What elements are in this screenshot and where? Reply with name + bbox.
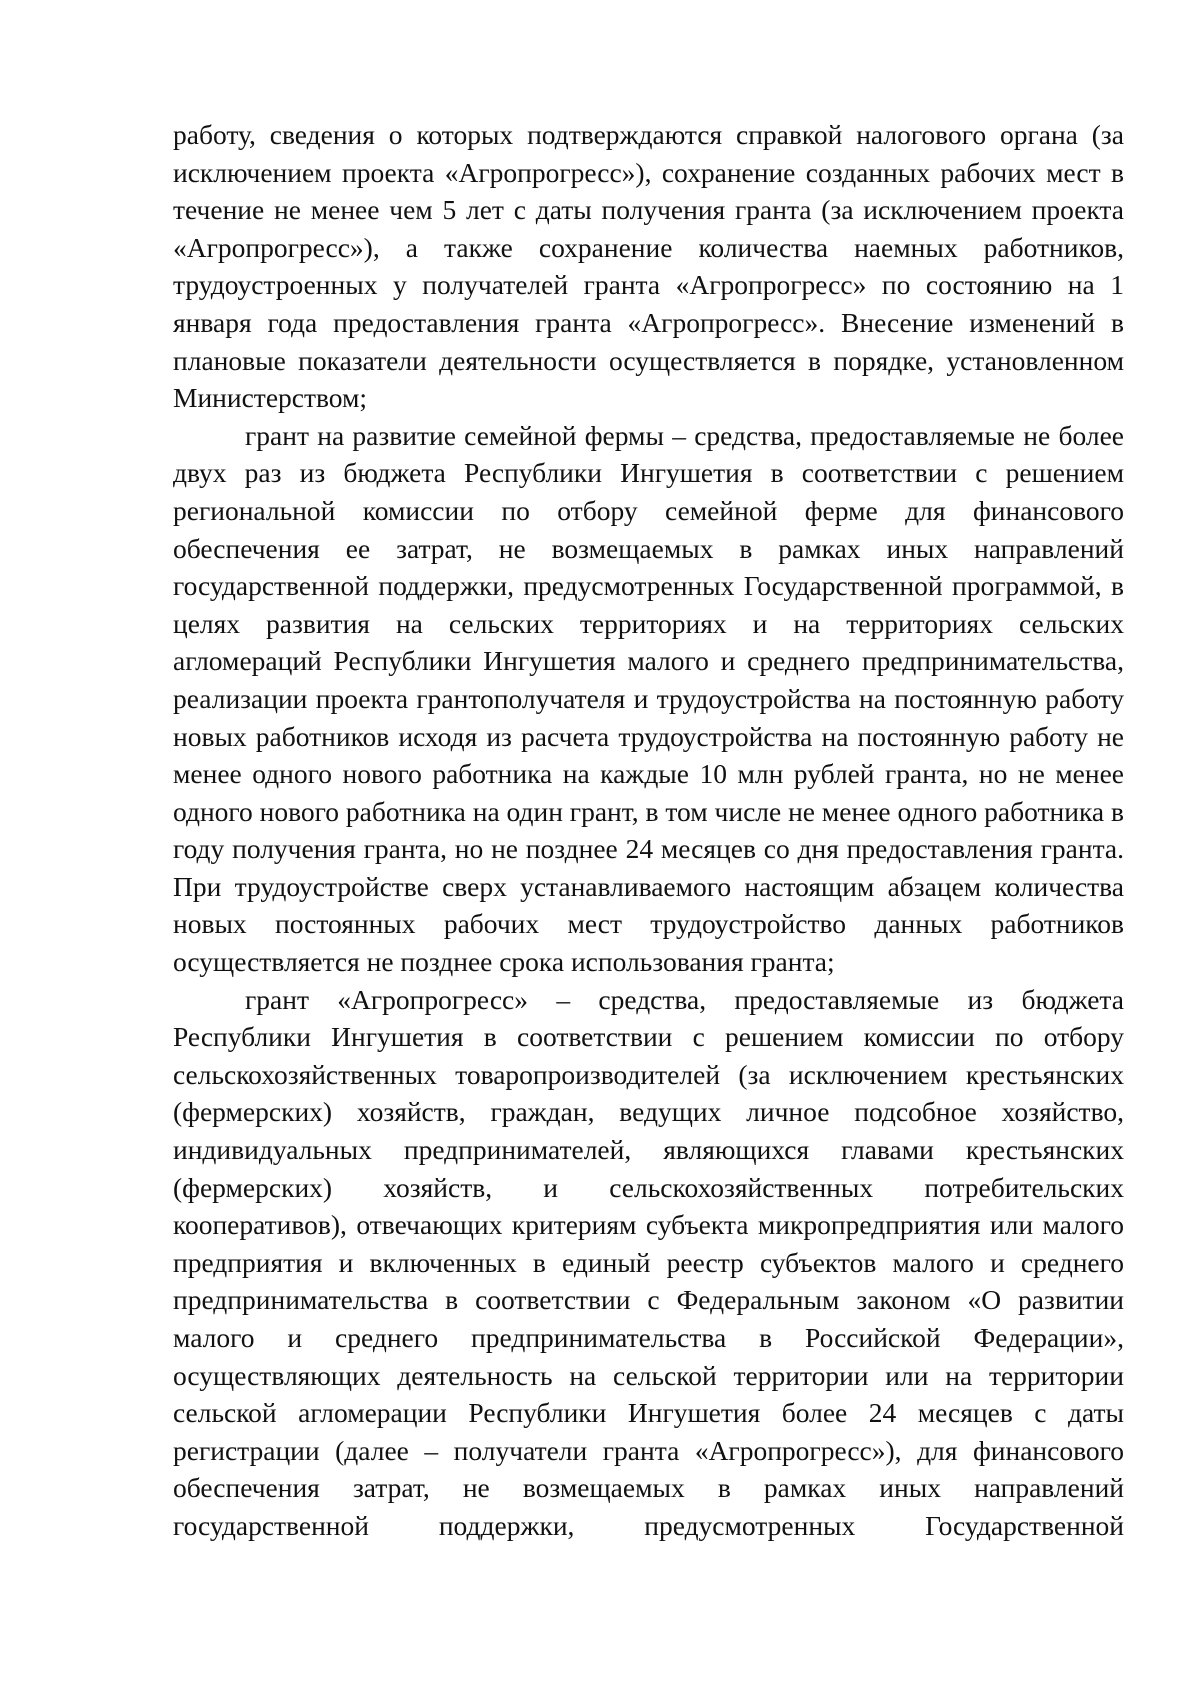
- paragraph-continuation: работу, сведения о которых подтверждаются справкой налогового органа (за исключением проекта «Агропрогресс»), сохранение созданных рабочих мест в течение не менее чем 5 лет с даты получения гранта (за исключением проекта «Агропрогресс»), а также сохранение количества наемных работников, трудоустроенных у получателей гранта «Агропрогресс» по состоянию на 1 января года предоставления гранта «Агропрогресс». Внесение изменений в плановые показатели деятельности осуществляется в порядке, установленном Министерством;: [173, 119, 1124, 414]
- paragraph-family-farm-grant: грант на развитие семейной фермы – средства, предоставляемые не более двух раз из бюджета Республики Ингушетия в соответствии с решением региональной комиссии по отбору семейной ферме для финансового обеспечения ее затрат, не возмещаемых в рамках иных направлений государственной поддержки, предусмотренных Государственной программой, в целях развития на сельских территориях и на территориях сельских агломераций Республики Ингушетия малого и среднего предпринимательства, реализации проекта грантополучателя и трудоустройства на постоянную работу новых работников исходя из расчета трудоустройства на постоянную работу не менее одного нового работника на каждые 10 млн рублей гранта, но не менее одного нового работника на один грант, в том числе не менее одного работника в году получения гранта, но не позднее 24 месяцев со дня предоставления гранта. При трудоустройстве сверх устанавливаемого настоящим абзацем количества новых постоянных рабочих мест трудоустройство данных работников осуществляется не позднее срока использования гранта;: [173, 419, 1124, 978]
- paragraph-agroprogress-grant: грант «Агропрогресс» – средства, предоставляемые из бюджета Республики Ингушетия в соответствии с решением комиссии по отбору сельскохозяйственных товаропроизводителей (за исключением крестьянских (фермерских) хозяйств, граждан, ведущих личное подсобное хозяйство, индивидуальных предпринимателей, являющихся главами крестьянских (фермерских) хозяйств, и сельскохозяйственных потребительских кооперативов), отвечающих критериям субъекта микропредприятия или малого предприятия и включенных в единый реестр субъектов малого и среднего предпринимательства в соответствии с Федеральным законом «О развитии малого и среднего предпринимательства в Российской Федерации», осуществляющих деятельность на сельской территории или на территории сельской агломерации Республики Ингушетия более 24 месяцев с даты регистрации (далее – получатели гранта «Агропрогресс»), для финансового обеспечения затрат, не возмещаемых в рамках иных направлений государственной поддержки, предусмотренных Государственной: [173, 983, 1124, 1541]
- document-page: [173, 116, 1124, 1545]
